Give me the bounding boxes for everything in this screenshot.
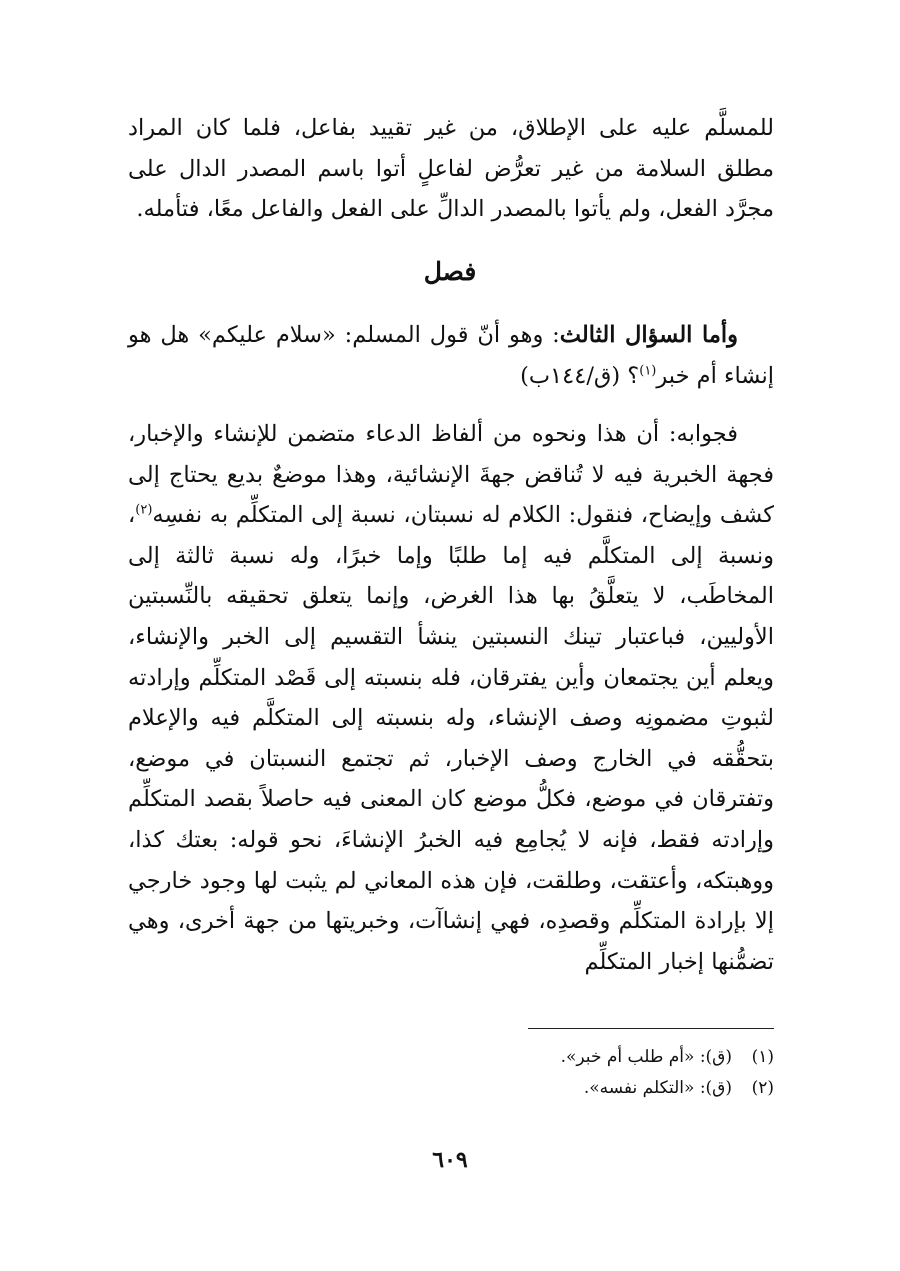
- footnotes: [300, 1042, 774, 1104]
- footnote-2: [300, 1073, 774, 1104]
- footnote-divider: [528, 1028, 774, 1029]
- footnote-number: (٢): [751, 1078, 774, 1098]
- answer-text-b: ، ونسبة إلى المتكلَّم فيه إما طلبًا وإما خبرًا، وله نسبة ثالثة إلى المخاطَب، لا يتعلَّقُ بها هذا الغرض، وإنما يتعلق تحقيقه بالنِّسبتين الأوليين، فباعتبار تينك النسبتين ينشأ التقسيم إلى الخبر والإنشاء، ويعلم أين يجتمعان وأين يفترقان، فله بنسبته إلى قَصْد المتكلِّم وإرادته لثبوتِ مضمونِه وصف الإنشاء، وله بنسبته إلى المتكلَّم فيه والإعلام بتحقُّقه في الخارج وصف الإخبار، ثم تجتمع النسبتان في موضع، وتفترقان في موضع، فكلُّ موضع كان المعنى فيه حاصلاً بقصد المتكلِّم وإرادته فقط، فإنه لا يُجامِع فيه الخبرُ الإنشاءَ، نحو قوله: بعتك كذا، ووهبتكه، وأعتقت، وطلقت، فإن هذه المعاني لم يثبت لها وجود خارجي إلا بإرادة المتكلِّم وقصدِه، فهي إنشاآت، وخبريتها من جهة أخرى، وهي تضمُّنها إخبار المتكلِّم: [128, 502, 774, 975]
- footnote-ref-1: (١): [639, 363, 657, 379]
- footnote-ref-2: (٢): [135, 502, 153, 518]
- question-text: : وهو أنّ قول المسلم: «سلام عليكم» هل هو إنشاء أم خبر: [128, 322, 774, 389]
- section-heading: فصل: [423, 257, 477, 286]
- paragraph-third-question: [128, 315, 774, 396]
- answer-text-a: فجوابه: أن هذا ونحوه من ألفاظ الدعاء متضمن للإنشاء والإخبار، فجهة الخبرية فيه لا تُناقض جهةَ الإنشائية، وهذا موضعٌ بديع يحتاج إلى كشف وإيضاح، فنقول: الكلام له نسبتان، نسبة إلى المتكلِّم به نفسِه: [128, 421, 774, 529]
- footnote-text: (ق): «التكلم نفسه».: [583, 1078, 732, 1098]
- page-number: ٦٠٩: [432, 1147, 468, 1173]
- question-lead: وأما السؤال الثالث: [559, 322, 739, 348]
- footnote-1: [300, 1042, 774, 1073]
- manuscript-ref: ؟ (ق/١٤٤ب): [520, 362, 640, 389]
- paragraph-answer: [128, 414, 774, 982]
- paragraph-continuation: للمسلَّم عليه على الإطلاق، من غير تقييد بفاعل، فلما كان المراد مطلق السلامة من غير تعرُّض لفاعلٍ أتوا باسم المصدر الدال على مجرَّد الفعل، ولم يأتوا بالمصدر الدالِّ على الفعل والفاعل معًا، فتأمله.: [128, 115, 774, 223]
- footnote-number: (١): [751, 1047, 774, 1067]
- footnote-text: (ق): «أم طلب أم خبر».: [560, 1047, 732, 1067]
